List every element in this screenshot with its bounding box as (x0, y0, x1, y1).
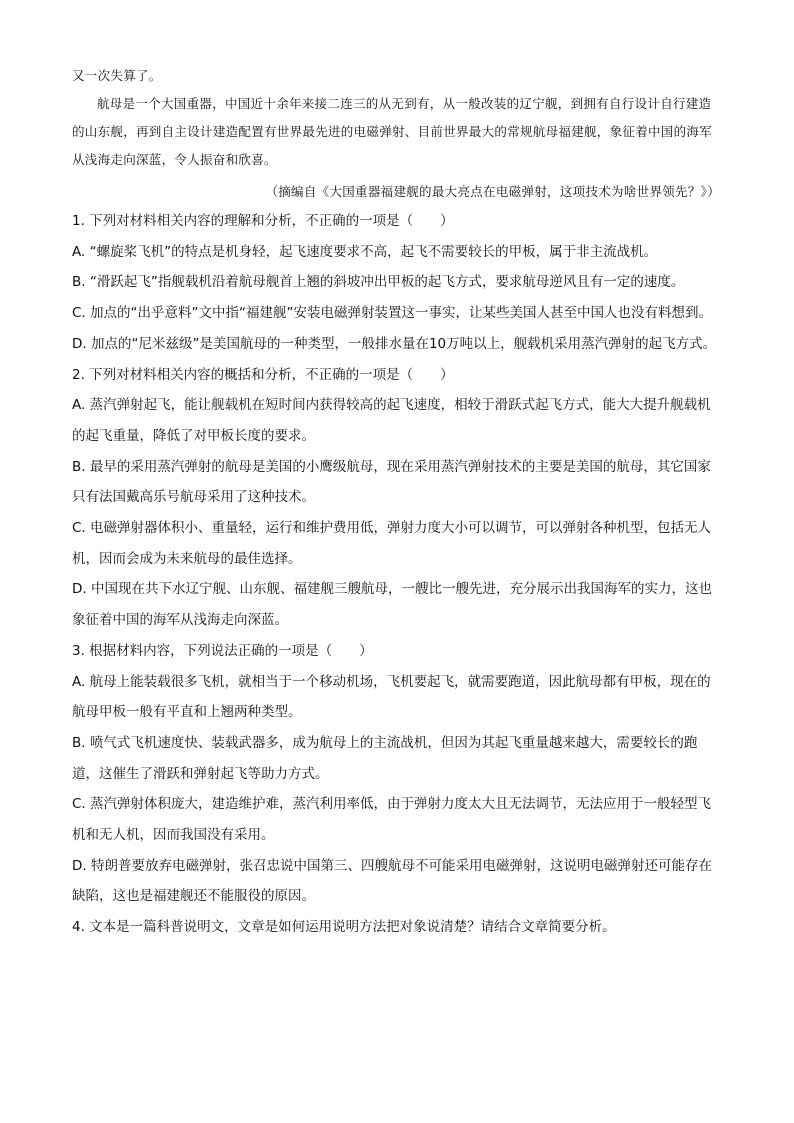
question-2-stem: 2. 下列对材料相关内容的概括和分析，不正确的一项是（ ） (72, 366, 454, 383)
question-3-option-d: D. 特朗普要放弃电磁弹射，张召忠说中国第三、四艘航母不可能采用电磁弹射，这说明电磁弹射还可能存在缺陷，这也是福建舰还不能服役的原因。 (72, 857, 712, 905)
question-2-option-d: D. 中国现在共下水辽宁舰、山东舰、福建舰三艘航母，一艘比一艘先进，充分展示出我国海军的实力，这也象征着中国的海军从浅海走向深蓝。 (72, 581, 712, 629)
question-1-stem: 1. 下列对材料相关内容的理解和分析，不正确的一项是（ ） (72, 213, 454, 229)
passage-paragraph: 航母是一个大国重器，中国近十余年来接二连三的从无到有，从一般改装的辽宁舰，到拥有自行设计自行建造的山东舰，再到自主设计建造配置有世界最先进的电磁弹射、目前世界最大的常规航母福建舰，象征着中国的海军从浅海走向深蓝，令人振奋和欣喜。 (72, 96, 713, 167)
question-1-option-a: A. “螺旋桨飞机”的特点是机身轻，起飞速度要求不高，起飞不需要较长的甲板，属于非主流战机。 (72, 243, 658, 260)
passage-source-citation: （摘编自《大国重器福建舰的最大亮点在电磁弹射，这项技术为啥世界领先？》） (265, 184, 720, 199)
question-section (72, 206, 720, 943)
question-3-stem: 3. 根据材料内容，下列说法正确的一项是（ ） (72, 642, 373, 659)
question-2-option-a: A. 蒸汽弹射起飞，能让舰载机在短时间内获得较高的起飞速度，相较于滑跃式起飞方式，能大大提升舰载机的起飞重量，降低了对甲板长度的要求。 (72, 397, 711, 444)
question-2-option-b: B. 最早的采用蒸汽弹射的航母是美国的小鹰级航母，现在采用蒸汽弹射技术的主要是美国的航母，其它国家只有法国戴高乐号航母采用了这种技术。 (72, 458, 711, 506)
question-4-stem: 4. 文本是一篇科普说明文，文章是如何运用说明方法把对象说清楚？请结合文章简要分析。 (72, 919, 616, 936)
question-1-option-c: C. 加点的“出乎意料”文中指“福建舰”安装电磁弹射装置这一事实，让某些美国人甚至中国人也没有料想到。 (72, 305, 712, 322)
passage-closing-line: 又一次失算了。 (72, 68, 162, 83)
question-3-option-c: C. 蒸汽弹射体积庞大，建造维护难，蒸汽利用率低，由于弹射力度太大且无法调节，无法应用于一般轻型飞机和无人机，因而我国没有采用。 (72, 796, 712, 844)
question-3-option-b: B. 喷气式飞机速度快、装载武器多，成为航母上的主流战机，但因为其起飞重量越来越大，需要较长的跑道，这催生了滑跃和弹射起飞等助力方式。 (72, 734, 698, 782)
question-1-option-d: D. 加点的“尼米兹级”是美国航母的一种类型，一般排水量在10万吨以上，舰载机采用蒸汽弹射的起飞方式。 (72, 335, 717, 352)
question-2-option-c: C. 电磁弹射器体积小、重量轻，运行和维护费用低，弹射力度大小可以调节，可以弹射各种机型，包括无人机，因而会成为未来航母的最佳选择。 (72, 520, 712, 567)
page-content (72, 62, 720, 943)
question-3-option-a: A. 航母上能装载很多飞机，就相当于一个移动机场，飞机要起飞，就需要跑道，因此航母都有甲板，现在的航母甲板一般有平直和上翘两种类型。 (72, 673, 711, 721)
passage-section (72, 62, 720, 206)
question-1-option-b: B. “滑跃起飞”指舰载机沿着航母舰首上翘的斜坡冲出甲板的起飞方式，要求航母逆风且有一定的速度。 (72, 274, 685, 291)
